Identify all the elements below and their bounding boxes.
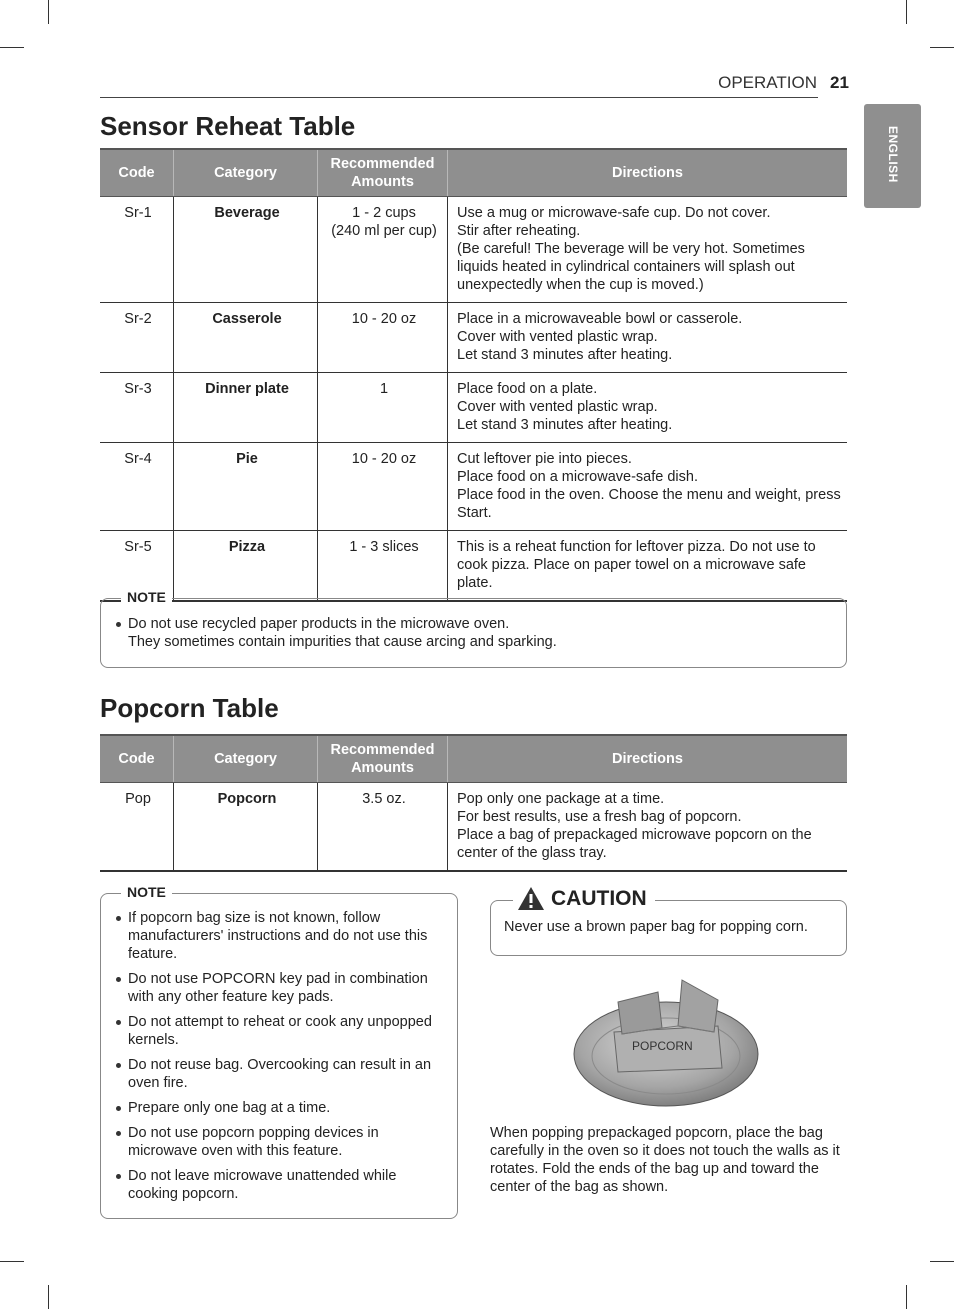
note-item: Do not reuse bag. Overcooking can result in an oven fire. — [101, 1056, 457, 1092]
directions-line: Use a mug or microwave-safe cup. Do not cover. — [457, 205, 771, 221]
column-header: Recommended Amounts — [318, 735, 448, 783]
table-row — [100, 303, 847, 373]
table-row — [100, 443, 847, 531]
category-cell: Casserole — [174, 303, 318, 373]
note-item-line: They sometimes contain impurities that cause arcing and sparking. — [128, 634, 557, 650]
note-label: NOTE — [121, 589, 172, 605]
column-header: Category — [174, 149, 318, 197]
table-row — [100, 531, 847, 602]
directions-cell — [448, 373, 848, 443]
caution-text: Never use a brown paper bag for popping corn. — [504, 919, 808, 935]
category-cell: Dinner plate — [174, 373, 318, 443]
crop-mark — [0, 47, 24, 48]
column-header: Recommended Amounts — [318, 149, 448, 197]
directions-line: Stir after reheating. — [457, 223, 581, 239]
directions-line: (Be careful! The beverage will be very hot. Sometimes liquids heated in cylindrical containers will splash out unexpectedly when the cup is moved.) — [457, 241, 805, 293]
note-box-recycled-paper — [100, 589, 847, 668]
note-item: Do not leave microwave unattended while cooking popcorn. — [101, 1167, 457, 1203]
directions-line: This is a reheat function for leftover pizza. Do not use to cook pizza. Place on paper towel on a microwave safe plate. — [457, 539, 816, 591]
note-item: Do not attempt to reheat or cook any unpopped kernels. — [101, 1013, 457, 1049]
sensor-reheat-table — [100, 148, 847, 602]
table-row — [100, 373, 847, 443]
popcorn-table-title: Popcorn Table — [100, 693, 279, 723]
directions-line: Place in a microwaveable bowl or casserole. — [457, 311, 743, 327]
amount-cell — [318, 531, 448, 602]
language-tab — [864, 104, 921, 208]
code-cell: Pop — [100, 783, 174, 872]
column-header: Category — [174, 735, 318, 783]
section-name: OPERATION — [718, 73, 817, 92]
directions-line: Place food on a microwave-safe dish. — [457, 469, 698, 485]
crop-mark — [906, 1285, 907, 1309]
warning-icon — [517, 886, 545, 911]
amount-line: (240 ml per cup) — [331, 223, 437, 239]
amount-line: 10 - 20 oz — [351, 451, 417, 467]
directions-line: Let stand 3 minutes after heating. — [457, 417, 673, 433]
code-cell: Sr-4 — [100, 443, 174, 531]
directions-cell — [448, 197, 848, 303]
amount-line: 1 - 3 slices — [349, 539, 419, 555]
note-box-popcorn — [100, 884, 458, 1219]
column-header: Code — [100, 735, 174, 783]
category-cell: Pizza — [174, 531, 318, 602]
amount-cell — [318, 443, 448, 531]
crop-mark — [930, 1261, 954, 1262]
amount-line: 3.5 oz. — [362, 791, 406, 807]
amount-cell — [318, 303, 448, 373]
directions-line: Let stand 3 minutes after heating. — [457, 347, 673, 363]
code-cell: Sr-2 — [100, 303, 174, 373]
crop-mark — [48, 0, 49, 24]
popcorn-bag-on-tray-illustration — [570, 972, 762, 1110]
amount-line: 1 — [379, 381, 389, 397]
category-cell: Popcorn — [174, 783, 318, 872]
amount-line: 1 - 2 cups — [352, 205, 416, 221]
directions-line: Place food on a plate. — [457, 381, 598, 397]
directions-line: Cover with vented plastic wrap. — [457, 399, 658, 415]
code-cell: Sr-5 — [100, 531, 174, 602]
crop-mark — [930, 47, 954, 48]
note-item: Do not use popcorn popping devices in microwave oven with this feature. — [101, 1124, 457, 1160]
directions-cell — [448, 783, 848, 872]
note-item — [101, 615, 846, 651]
header-divider — [100, 97, 818, 98]
amount-cell — [318, 373, 448, 443]
amount-cell — [318, 197, 448, 303]
crop-mark — [906, 0, 907, 24]
amount-cell — [318, 783, 448, 872]
column-header: Directions — [448, 735, 848, 783]
note-item-line: Do not use recycled paper products in the microwave oven. — [128, 616, 510, 632]
column-header: Code — [100, 149, 174, 197]
note-item: Do not use POPCORN key pad in combination with any other feature key pads. — [101, 970, 457, 1006]
caution-label: CAUTION — [551, 886, 647, 910]
sensor-reheat-title: Sensor Reheat Table — [100, 111, 356, 141]
code-cell: Sr-3 — [100, 373, 174, 443]
directions-cell — [448, 531, 848, 602]
category-cell: Beverage — [174, 197, 318, 303]
directions-cell — [448, 303, 848, 373]
directions-cell — [448, 443, 848, 531]
table-row — [100, 783, 847, 872]
note-item: If popcorn bag size is not known, follow manufacturers' instructions and do not use this feature. — [101, 909, 457, 963]
table-header-row — [100, 735, 847, 783]
caution-box — [490, 886, 847, 956]
directions-line: Pop only one package at a time. — [457, 791, 665, 807]
directions-line: Cut leftover pie into pieces. — [457, 451, 632, 467]
category-cell: Pie — [174, 443, 318, 531]
column-header: Directions — [448, 149, 848, 197]
table-header-row — [100, 149, 847, 197]
illustration-caption: When popping prepackaged popcorn, place the bag carefully in the oven so it does not touch the walls as it rotates. Fold the ends of the bag up and toward the center of the bag as shown. — [490, 1125, 840, 1195]
language-tab-label: ENGLISH — [886, 126, 900, 183]
caution-header — [513, 886, 655, 911]
crop-mark — [48, 1285, 49, 1309]
directions-line: Place a bag of prepackaged microwave popcorn on the center of the glass tray. — [457, 827, 812, 861]
directions-line: Cover with vented plastic wrap. — [457, 329, 658, 345]
note-label: NOTE — [121, 884, 172, 900]
popcorn-table — [100, 734, 847, 872]
note-item: Prepare only one bag at a time. — [101, 1099, 457, 1117]
page-number: 21 — [830, 73, 849, 92]
directions-line: For best results, use a fresh bag of popcorn. — [457, 809, 742, 825]
crop-mark — [0, 1261, 24, 1262]
directions-line: Place food in the oven. Choose the menu and weight, press Start. — [457, 487, 841, 521]
code-cell: Sr-1 — [100, 197, 174, 303]
amount-line: 10 - 20 oz — [351, 311, 417, 327]
bag-label: POPCORN — [632, 1039, 693, 1053]
table-row — [100, 197, 847, 303]
